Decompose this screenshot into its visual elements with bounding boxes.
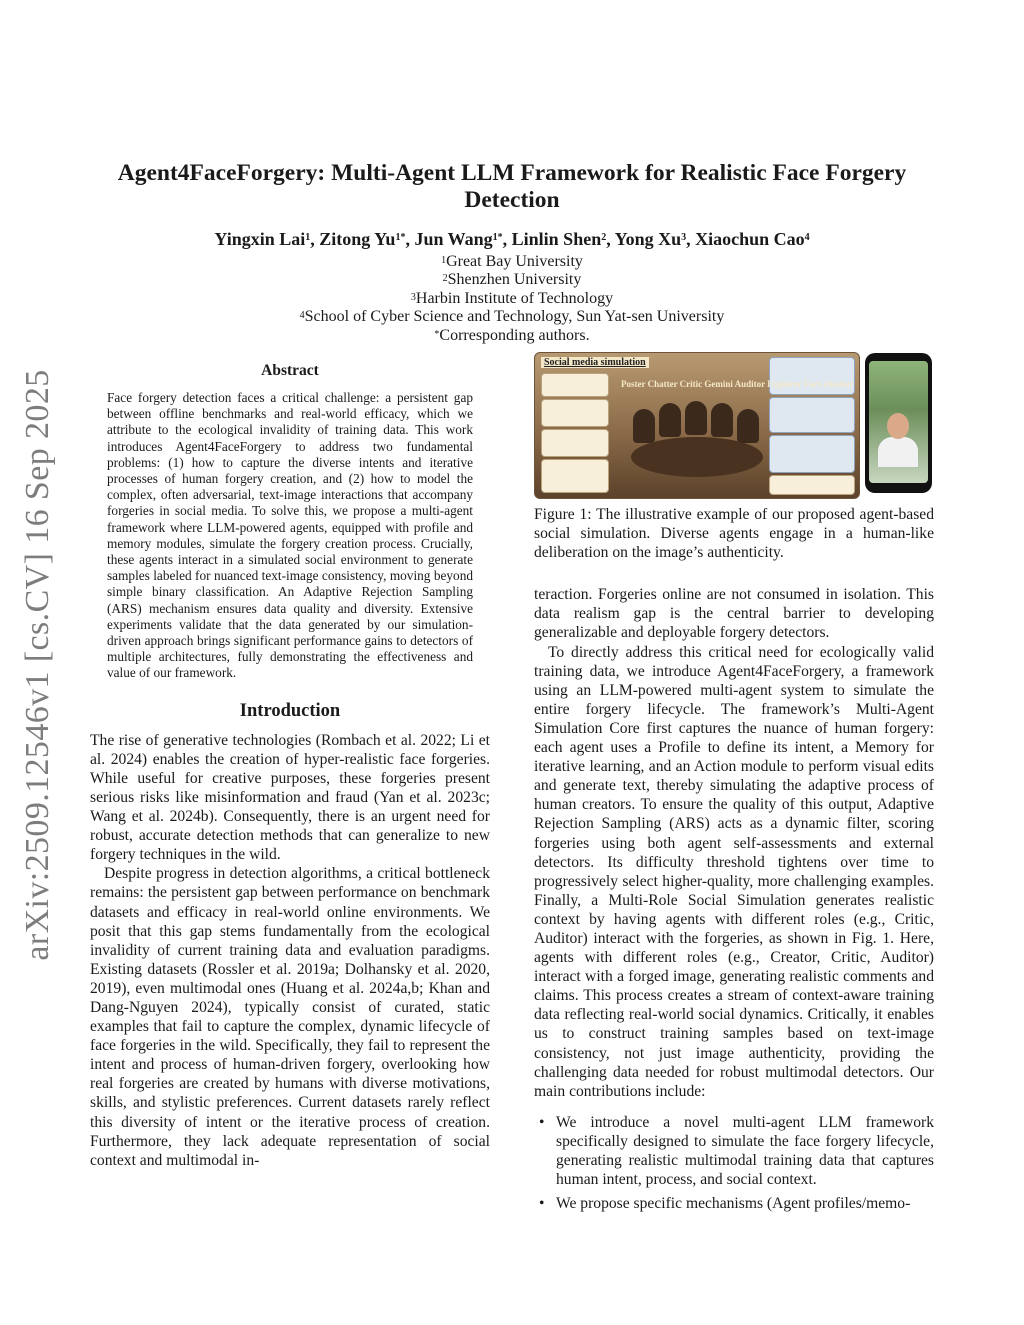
figure-caption: Figure 1: The illustrative example of our proposed agent-based social simulation. Diverse agents engage in a human-like deliberation on the image’s authenticity. bbox=[534, 506, 934, 562]
right-column bbox=[534, 352, 934, 1218]
agent-figure bbox=[711, 403, 733, 437]
author-mark: 1 bbox=[305, 232, 311, 243]
right-paragraph-1: teraction. Forgeries online are not consumed in isolation. This data realism gap is the central barrier to developing generalizable and deployable forgery detectors. bbox=[534, 586, 934, 642]
figure-1 bbox=[534, 352, 934, 497]
author-mark: 1* bbox=[395, 232, 406, 243]
chat-bubble bbox=[541, 429, 609, 457]
abstract-heading: Abstract bbox=[261, 362, 319, 379]
role-label: Critic bbox=[679, 379, 703, 389]
agent-figure bbox=[737, 409, 759, 443]
contributions-list bbox=[534, 1113, 934, 1213]
author-list: Yingxin Lai$^1$, Zitong $Yu^{1*}$, Jun Wang$^{1*}$, Linlin Shen$^2$, Yong Xu$^3$, Xiaochun Cao$^4$ bbox=[214, 229, 810, 249]
social-simulation-illustration bbox=[534, 352, 860, 499]
affiliation-text: Shenzhen University bbox=[447, 271, 582, 289]
agent-figure bbox=[633, 409, 655, 443]
affiliation bbox=[100, 327, 924, 345]
author-name: Linlin Shen bbox=[511, 229, 602, 249]
affiliation bbox=[100, 271, 924, 289]
agent-figure bbox=[659, 403, 681, 437]
author-name: Yong Xu bbox=[614, 229, 682, 249]
phone-mockup bbox=[865, 353, 932, 493]
round-table bbox=[631, 437, 763, 477]
affiliation-text: Great Bay University bbox=[446, 253, 583, 270]
person-face bbox=[887, 413, 909, 439]
affiliation bbox=[100, 253, 924, 271]
affiliation-text: School of Cyber Science and Technology, Sun Yat-sen University bbox=[304, 308, 725, 326]
contribution-item: • We propose specific mechanisms (Agent profiles/memo- bbox=[539, 1195, 911, 1213]
role-label: Chatter bbox=[647, 379, 678, 389]
right-body bbox=[534, 585, 934, 1213]
affiliation-mark: 3 bbox=[410, 291, 416, 303]
chat-bubble bbox=[541, 459, 609, 493]
author-mark: 2 bbox=[601, 232, 607, 243]
chat-bubble bbox=[769, 475, 855, 495]
chat-bubble bbox=[541, 399, 609, 427]
author-name: Xiaochun Cao bbox=[695, 229, 805, 249]
affiliation bbox=[100, 308, 924, 326]
contribution-text: We propose specific mechanisms (Agent profiles/memo- bbox=[556, 1195, 911, 1213]
forged-face-image bbox=[869, 361, 928, 483]
person-shirt bbox=[878, 437, 918, 467]
author-name: Yingxin Lai bbox=[214, 229, 306, 249]
author-mark: 4 bbox=[804, 232, 810, 243]
chat-bubble bbox=[769, 397, 855, 433]
figure-panel-title: Social media simulation bbox=[541, 357, 649, 368]
abstract-text: Face forgery detection faces a critical challenge: a persistent gap between offline benchmarks and real-world efficacy, which we attribute to the ecological invalidity of training data. This work introduces Agent4FaceForgery to address two fundamental problems: (1) how to capture the diverse intents and iterative processes of human forgery creation, and (2) how to model the complex, often adversarial, text-image interactions that accompany forgeries in social media. To solve this, we propose a multi-agent framework where LLM-powered agents, equipped with profile and memory modules, simulate the forgery creation process. Crucially, these agents interact in a simulated social environment to generate samples labeled for nuanced text-image consistency, moving beyond simple binary classification. An Adaptive Rejection Sampling (ARS) mechanism ensures data quality and diversity. Extensive experiments validate that the data generated by our simulation-driven approach brings significant performance gains to detectors of multiple architectures, fully demonstrating the effectiveness and value of our framework. bbox=[107, 390, 473, 681]
role-label: Fact-checker bbox=[803, 379, 854, 389]
chat-bubble bbox=[541, 373, 609, 397]
affiliation-mark: * bbox=[434, 328, 440, 340]
right-paragraph-2: To directly address this critical need for ecologically valid training data, we introduce Agent4FaceForgery, a framework using an LLM-powered multi-agent system to simulate the entire forgery lifecycle. The framework’s Multi-Agent Simulation Core first captures the nuance of human forgery: each agent uses a Profile to define its intent, a Memory for iterative learning, and an Action module to perform visual edits and generate text, thereby simulating the adaptive process of human creators. To ensure the quality of this output, Adaptive Rejection Sampling (ARS) acts as a dynamic filter, scoring forgeries using both agent self-assessments and external detectors. Its difficulty threshold tightens over time to progressively select higher-quality, more challenging examples. Finally, a Multi-Role Social Simulation generates realistic context by having agents with different roles (e.g., Critic, Auditor) interact with the forgeries, as shown in Fig. 1. Here, agents with different roles (e.g., Creator, Critic, Auditor) interact with a forged image, generating realistic comments and claims. This process creates a stream of context-aware training data reflecting real-world social dynamics. Critically, it enables us to construct training samples based on text-image consistency, not just image authenticity, providing the challenging data needed for robust multimodal detectors. Our main contributions include: bbox=[534, 643, 934, 1100]
introduction-heading: Introduction bbox=[239, 700, 341, 721]
chat-bubble bbox=[769, 357, 855, 395]
intro-paragraph-2: Despite progress in detection algorithms, a critical bottleneck remains: the persistent gap between performance on benchmark datasets and efficacy in real-world online environments. We posit that this gap stems fundamentally from the ecological invalidity of current training data and evaluation paradigms. Existing datasets (Rossler et al. 2019a; Dolhansky et al. 2020, 2019), even multimodal ones (Huang et al. 2024a,b; Khan and Dang-Nguyen 2024), typically consist of curated, static examples that fail to capture the complex, dynamic lifecycle of face forgeries in the wild. Specifically, they fail to represent the intent and process of human-driven forgery, overlooking how real forgeries are created by humans with diverse motivations, skills, and stylistic preferences. Current datasets rarely reflect this diversity of intent or the iterative process of creation. Furthermore, they lack adequate representation of social context and multimodal in- bbox=[90, 865, 490, 1169]
author-mark: 3 bbox=[681, 232, 687, 243]
author-name: Jun Wang bbox=[414, 229, 493, 249]
agent-role-labels bbox=[621, 379, 854, 389]
author-mark: 1* bbox=[492, 232, 503, 243]
contribution-text: We introduce a novel multi-agent LLM framework specifically designed to simulate the face forgery lifecycle, generating realistic multimodal training data that captures human intent, process, and social context. bbox=[556, 1113, 934, 1189]
affiliation-list bbox=[100, 253, 924, 345]
affiliation bbox=[100, 290, 924, 308]
affiliation-text: Corresponding authors. bbox=[439, 326, 590, 344]
author-name: Zitong Yu bbox=[319, 229, 396, 249]
arxiv-identifier: arXiv:2509.12546v1 [cs.CV] 16 Sep 2025 bbox=[19, 369, 56, 961]
chat-bubble bbox=[769, 435, 855, 473]
role-label: Poster bbox=[621, 379, 646, 389]
agent-figure bbox=[685, 401, 707, 435]
contribution-item: • We introduce a novel multi-agent LLM framework specifically designed to simulate the face forgery lifecycle, generating realistic multimodal training data that captures human intent, process, and social context. bbox=[539, 1113, 934, 1189]
arxiv-side-stamp bbox=[14, 370, 62, 960]
affiliation-mark: 2 bbox=[442, 273, 448, 285]
left-column bbox=[90, 362, 490, 1170]
role-label: Explorer bbox=[767, 379, 802, 389]
role-label: Gemini Auditor bbox=[704, 379, 765, 389]
affiliation-mark: 4 bbox=[299, 310, 305, 322]
affiliation-text: Harbin Institute of Technology bbox=[415, 289, 614, 307]
paper-title: Agent4FaceForgery: Multi-Agent LLM Framework for Realistic Face Forgery Detection bbox=[117, 160, 907, 213]
affiliation-mark: 1 bbox=[441, 255, 447, 266]
intro-paragraph-1: The rise of generative technologies (Rombach et al. 2022; Li et al. 2024) enables the creation of hyper-realistic face forgeries. While useful for creative purposes, these forgeries present serious risks like misinformation and fraud (Yan et al. 2023c; Wang et al. 2024b). Consequently, there is an urgent need for robust, accurate detection methods that can generalize to new forgery techniques in the wild. bbox=[90, 731, 490, 864]
